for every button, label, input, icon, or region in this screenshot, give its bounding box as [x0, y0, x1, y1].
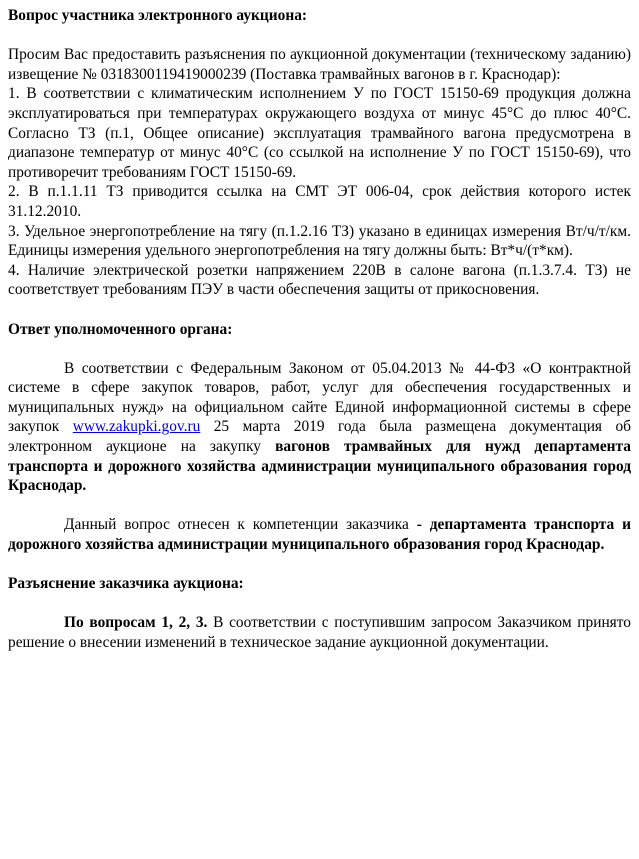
question-item-1: 1. В соответствии с климатическим исполнением У по ГОСТ 15150-69 продукция должна эксплуатироваться при температурах окружающего воздуха от минус 45°С до плюс 40°С. Согласно ТЗ (п.1, Общее описание) эксплуатация трамвайного вагона предусмотрена в диапазоне температур от минус 40°С (со ссылкой на исполнение У по ГОСТ 15150-69), что противоречит требованиям ГОСТ 15150-69. — [8, 85, 631, 181]
spacer — [8, 339, 631, 359]
spacer — [8, 300, 631, 320]
answer-heading: Ответ уполномоченного органа: — [8, 320, 233, 338]
answer-p2-text: Данный вопрос отнесен к компетенции заказчика — [64, 516, 417, 534]
question-item-3: 3. Удельное энергопотребление на тягу (п.1.2.16 ТЗ) указано в единицах измерения Вт/ч/т/км. Единицы измерения удельного энергопотребления на тягу должны быть: Вт*ч/(т*км). — [8, 222, 631, 260]
answer-p1-text-1: В соответствии с Федеральным Законом от 05.04.2013 № 44-ФЗ «О контрактной системе в сфере закупок товаров, работ, услуг для обеспечения государственных и муниципальных нужд» на официальном сайте Единой информационной системы в сфере закупок — [8, 359, 631, 436]
clarification-bold: По вопросам 1, 2, 3. — [64, 614, 208, 632]
question-intro: Просим Вас предоставить разъяснения по аукционной документации (техническому заданию) извещение № 0318300119419000239 (Поставка трамвайных вагонов в г. Краснодар): — [8, 46, 631, 83]
clarification-paragraph — [8, 613, 631, 652]
answer-p2-bold: - департамента транспорта и дорожного хозяйства администрации муниципального образования город Краснодар. — [8, 516, 631, 554]
spacer — [8, 26, 631, 46]
clarification-heading: Разъяснение заказчика аукциона: — [8, 575, 244, 593]
answer-paragraph-2 — [8, 515, 631, 554]
answer-paragraph-1 — [8, 359, 631, 496]
clarification-text: В соответствии с поступившим запросом Заказчиком принято решение о внесении изменений в техническое задание аукционной документации. — [8, 614, 631, 651]
question-item-2: 2. В п.1.1.11 ТЗ приводится ссылка на СМТ ЭТ 006-04, срок действия которого истек 31.12.2010. — [8, 183, 631, 220]
spacer — [8, 555, 631, 575]
answer-p1-bold: вагонов трамвайных для нужд департамента транспорта и дорожного хозяйства администрации муниципального образования город Краснодар. — [8, 438, 631, 495]
spacer — [8, 594, 631, 614]
question-heading: Вопрос участника электронного аукциона: — [8, 7, 308, 24]
answer-p1-text-2: 25 марта 2019 года была размещена документация об электронном аукционе на закупку — [8, 418, 632, 456]
zakupki-link[interactable]: www.zakupki.gov.ru — [72, 418, 201, 436]
question-item-4: 4. Наличие электрической розетки напряжением 220В в салоне вагона (п.1.3.7.4. ТЗ) не соответствует требованиям ПЭУ в части обеспечения защиты от прикосновения. — [8, 261, 631, 299]
spacer — [8, 496, 631, 516]
